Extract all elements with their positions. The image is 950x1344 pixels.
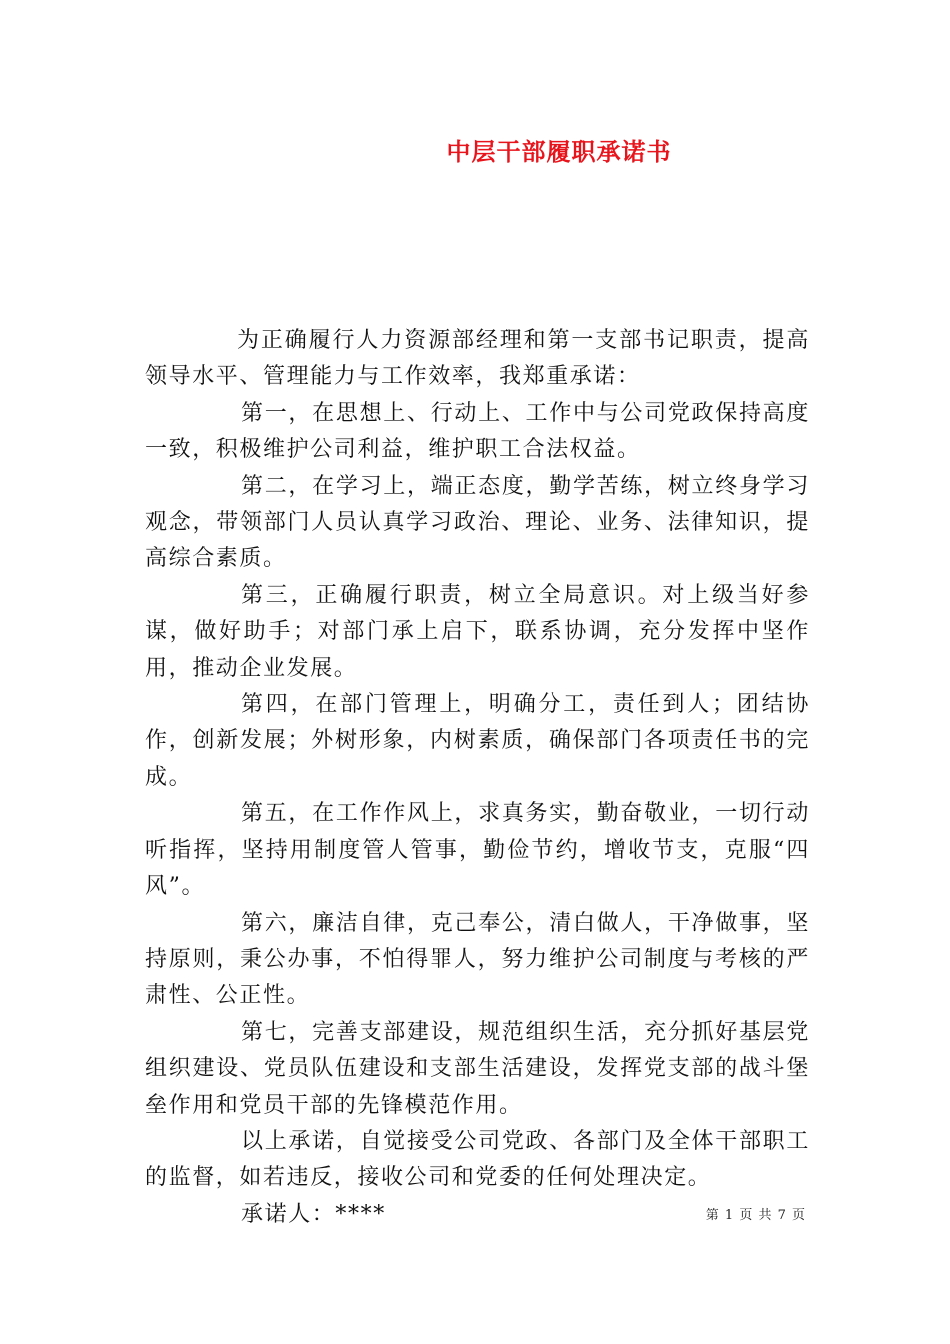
paragraph-item-7: 第七，完善支部建设，规范组织生活，充分抓好基层党组织建设、党员队伍建设和支部生活建设，发挥党支部的战斗堡垒作用和党员干部的先锋模范作用。 xyxy=(145,1019,810,1118)
document-body xyxy=(145,323,810,1233)
paragraph-item-2: 第二，在学习上，端正态度，勤学苦练，树立终身学习观念，带领部门人员认真学习政治、理论、业务、法律知识，提高综合素质。 xyxy=(145,473,810,572)
paragraph-item-6: 第六，廉洁自律，克己奉公，清白做人，干净做事，坚持原则，秉公办事，不怕得罪人，努力维护公司制度与考核的严肃性、公正性。 xyxy=(145,910,810,1009)
signer-line: 承诺人：**** xyxy=(241,1201,386,1227)
paragraph-item-4: 第四，在部门管理上，明确分工，责任到人；团结协作，创新发展；外树形象，内树素质，确保部门各项责任书的完成。 xyxy=(145,692,810,790)
paragraph-item-3: 第三，正确履行职责，树立全局意识。对上级当好参谋，做好助手；对部门承上启下，联系协调，充分发挥中坚作用，推动企业发展。 xyxy=(145,582,810,681)
paragraph-intro: 为正确履行人力资源部经理和第一支部书记职责，提高领导水平、管理能力与工作效率，我郑重承诺： xyxy=(145,328,810,390)
document-title: 中层干部履职承诺书 xyxy=(446,137,672,166)
paragraph-closing: 以上承诺，自觉接受公司党政、各部门及全体干部职工的监督，如若违反，接收公司和党委的任何处理决定。 xyxy=(145,1128,810,1191)
paragraph-item-5: 第五，在工作作风上，求真务实，勤奋敬业，一切行动听指挥，坚持用制度管人管事，勤俭节约，增收节支，克服“四风”。 xyxy=(145,801,810,900)
page-number: 第 1 页 共 7 页 xyxy=(705,1208,806,1223)
paragraph-item-1: 第一，在思想上、行动上、工作中与公司党政保持高度一致，积极维护公司利益，维护职工合法权益。 xyxy=(145,400,810,463)
